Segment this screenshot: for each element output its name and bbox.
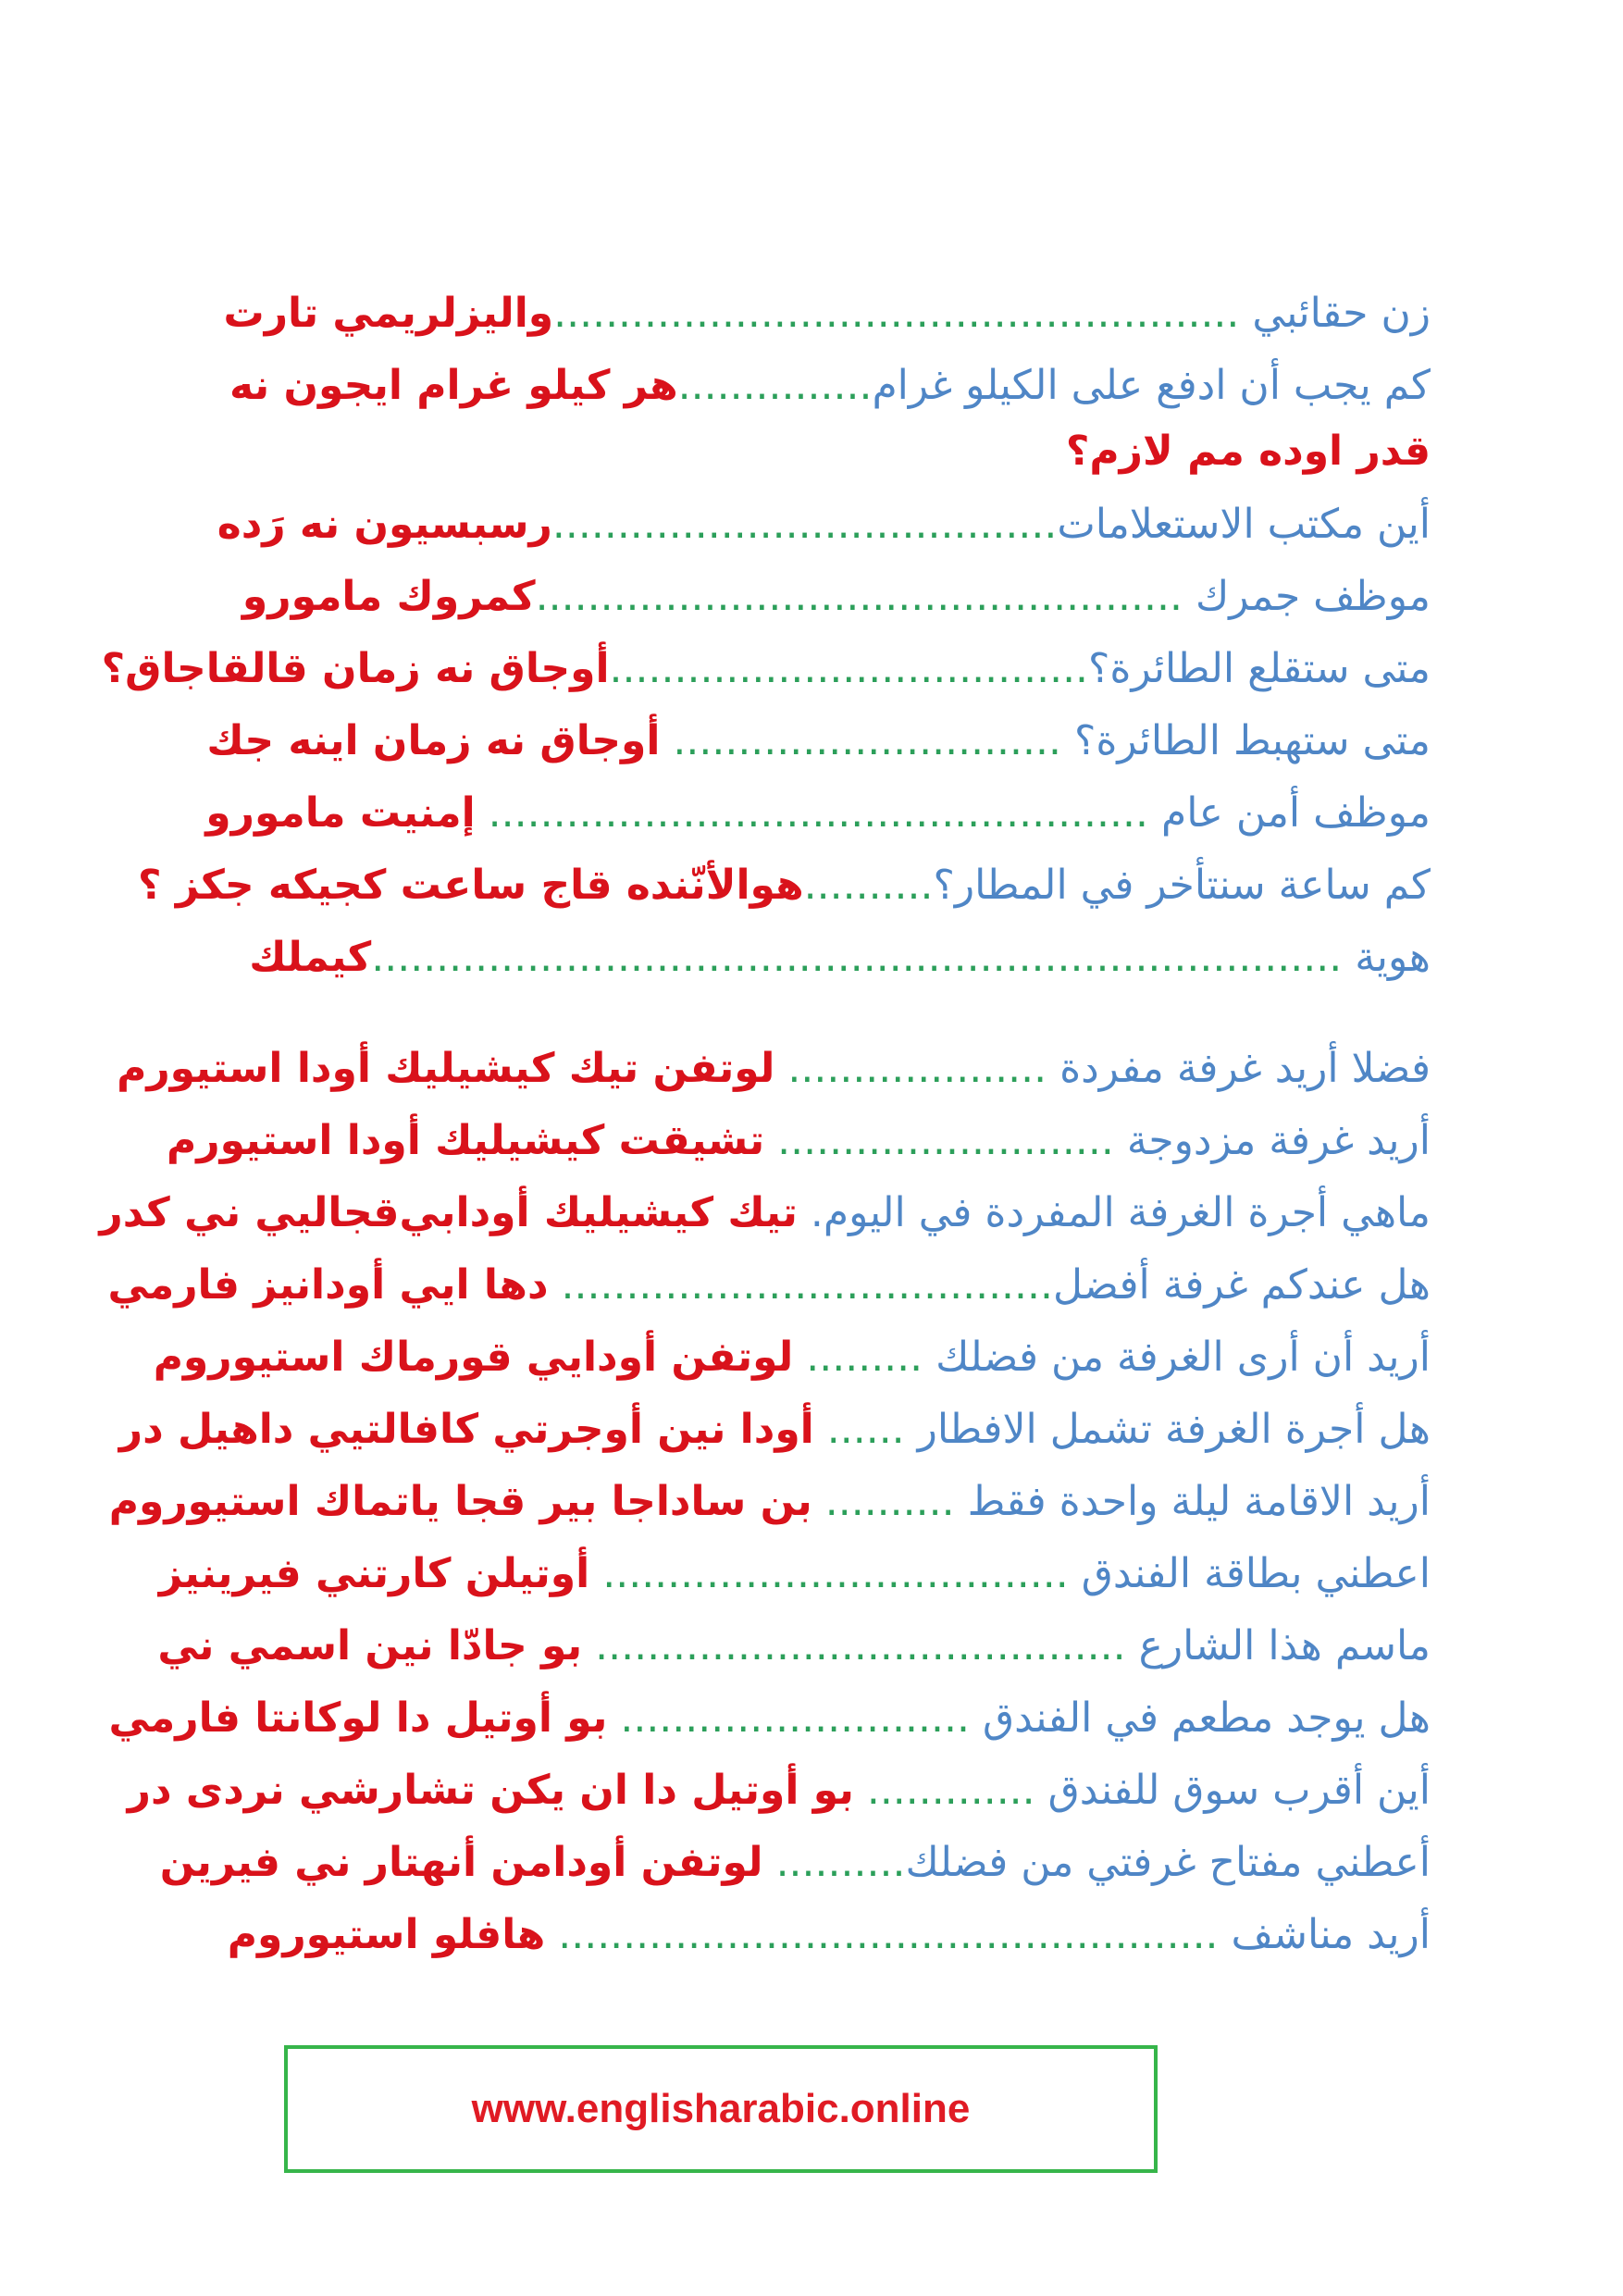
dots-leader: ...........................................................................: [371, 934, 1356, 981]
dots-leader: ..................................................: [535, 573, 1196, 620]
dots-leader: .........................................: [582, 1622, 1139, 1669]
turkish-translation: إمنيت مامورو: [205, 789, 476, 837]
turkish-translation: بو أوتيل دا لوكانتا فارمي: [108, 1694, 608, 1742]
dots-leader: ......................................: [548, 1261, 1053, 1309]
dots-leader: ...........................: [607, 1694, 983, 1742]
dots-leader: ...................................................: [475, 789, 1161, 837]
phrase-row: [205, 777, 1431, 850]
dots-leader: .....................................................: [553, 290, 1253, 337]
dots-leader: ...............: [677, 362, 873, 409]
dots-leader: .......................................: [551, 501, 1058, 548]
turkish-translation: لوتفن أودايي قورماك استيوروم: [153, 1334, 794, 1381]
phrase-row: [209, 922, 1431, 994]
arabic-phrase: ماسم هذا الشارع: [1138, 1622, 1431, 1669]
turkish-translation: رسبسيون نه رَده: [217, 501, 552, 548]
phrase-row: [101, 633, 1431, 705]
arabic-phrase: أريد غرفة مزدوجة: [1126, 1117, 1431, 1164]
phrase-row: [209, 1899, 1431, 1971]
turkish-translation: هافلو استيوروم: [227, 1911, 546, 1958]
turkish-translation: تشيقت كيشيليك أودا استيورم: [167, 1117, 765, 1164]
turkish-translation: أوجاق نه زمان قالقاجاق؟: [101, 645, 610, 692]
dots-leader: ....................: [774, 1045, 1060, 1092]
turkish-translation: أوتيلن كارتني فيرينيز: [158, 1550, 590, 1597]
phrase-row-continuation: [209, 422, 1431, 489]
turkish-translation: قدر اوده مم لازم؟: [1065, 428, 1431, 475]
arabic-phrase: اعطني بطاقة الفندق: [1081, 1550, 1431, 1597]
phrase-row: [206, 705, 1431, 777]
arabic-phrase: أين مكتب الاستعلامات: [1057, 501, 1431, 548]
phrase-row: [157, 1610, 1431, 1682]
phrase-row: [108, 1466, 1431, 1538]
dots-leader: ..............................: [660, 717, 1074, 764]
arabic-phrase: أعطني مفتاح غرفتي من فضلك: [905, 1839, 1431, 1886]
arabic-phrase: متى ستهبط الطائرة؟: [1073, 717, 1431, 764]
phrase-row: [209, 561, 1431, 633]
phrase-row: [209, 278, 1431, 350]
arabic-phrase: كم ساعة سنتأخر في المطار؟: [933, 862, 1431, 909]
dots-leader: ......: [813, 1406, 918, 1453]
dots-leader: .............: [853, 1767, 1048, 1814]
phrase-row: [127, 1755, 1431, 1827]
turkish-translation: لوتفن تيك كيشيليك أودا استيورم: [117, 1045, 775, 1092]
phrase-row: [209, 489, 1431, 561]
turkish-translation: واليزلريمي تارت: [223, 290, 554, 337]
phrase-row: [167, 1105, 1431, 1177]
arabic-phrase: موظف أمن عام: [1160, 789, 1431, 837]
dots-leader: ..........: [803, 862, 934, 909]
arabic-phrase: أريد مناشف: [1231, 1911, 1431, 1958]
arabic-phrase: أين أقرب سوق للفندق: [1047, 1767, 1431, 1814]
turkish-translation: تيك كيشيليك أودابي‌قجاليي ني كدر: [99, 1189, 798, 1236]
turkish-translation: لوتفن أودامن أنهتار ني فيرين: [159, 1839, 763, 1886]
phrase-row: [153, 1322, 1431, 1394]
turkish-translation: كمروك مامورو: [242, 573, 536, 620]
dots-leader: ...................................................: [545, 1911, 1232, 1958]
turkish-translation: بن ساداجا بير قجا ياتماك استيوروم: [108, 1478, 812, 1525]
dots-leader: [798, 1189, 811, 1236]
turkish-translation: أودا نين أوجرتي كافالتيي داهيل در: [118, 1406, 814, 1453]
phrase-row: [159, 1827, 1431, 1899]
turkish-translation: بو جادّا نين اسمي ني: [157, 1622, 583, 1669]
arabic-phrase: هل يوجد مطعم في الفندق: [982, 1694, 1431, 1742]
phrase-row: [117, 1033, 1431, 1105]
turkish-translation: أوجاق نه زمان اينه جك: [206, 717, 661, 764]
turkish-translation: هوالأنّنده قاج ساعت كجيكه جكز ؟: [138, 862, 804, 909]
arabic-phrase: ماهي أجرة الغرفة المفردة في اليوم.: [810, 1189, 1431, 1236]
dots-leader: .........: [793, 1334, 936, 1381]
phrase-row: [138, 850, 1431, 922]
arabic-phrase: أريد الاقامة ليلة واحدة فقط: [967, 1478, 1431, 1525]
phrase-list: [99, 278, 1431, 1971]
arabic-phrase: متى ستقلع الطائرة؟: [1088, 645, 1431, 692]
website-link[interactable]: www.englisharabic.online: [471, 2086, 971, 2131]
turkish-translation: بو أوتيل دا ان يكن تشارشي نردى در: [127, 1767, 854, 1814]
dots-leader: .....................................: [609, 645, 1089, 692]
dots-leader: ..........: [812, 1478, 968, 1525]
arabic-phrase: هل عندكم غرفة أفضل: [1053, 1261, 1431, 1309]
phrase-row: [107, 1249, 1431, 1322]
phrase-row: [209, 350, 1431, 422]
dots-leader: ..........: [762, 1839, 906, 1886]
website-box: [284, 2045, 1158, 2173]
arabic-phrase: موظف جمرك: [1195, 573, 1431, 620]
turkish-translation: هر كيلو غرام ايجون نه: [229, 362, 678, 409]
phrase-row: [158, 1538, 1431, 1610]
turkish-translation: كيملك: [249, 934, 372, 981]
arabic-phrase: أريد أن أرى الغرفة من فضلك: [935, 1334, 1431, 1381]
arabic-phrase: زن حقائبي: [1252, 290, 1431, 337]
section-gap: [209, 994, 1431, 1033]
phrase-row: [99, 1177, 1431, 1249]
arabic-phrase: هل أجرة الغرفة تشمل الافطار: [917, 1406, 1431, 1453]
phrase-row: [118, 1394, 1431, 1466]
turkish-translation: دها ايي أودانيز فارمي: [107, 1261, 549, 1309]
dots-leader: ..........................: [764, 1117, 1127, 1164]
arabic-phrase: هوية: [1355, 934, 1431, 981]
arabic-phrase: فضلا أريد غرفة مفردة: [1059, 1045, 1431, 1092]
phrase-row: [108, 1682, 1431, 1755]
arabic-phrase: كم يجب أن ادفع على الكيلو غرام: [872, 362, 1431, 409]
dots-leader: ....................................: [589, 1550, 1082, 1597]
